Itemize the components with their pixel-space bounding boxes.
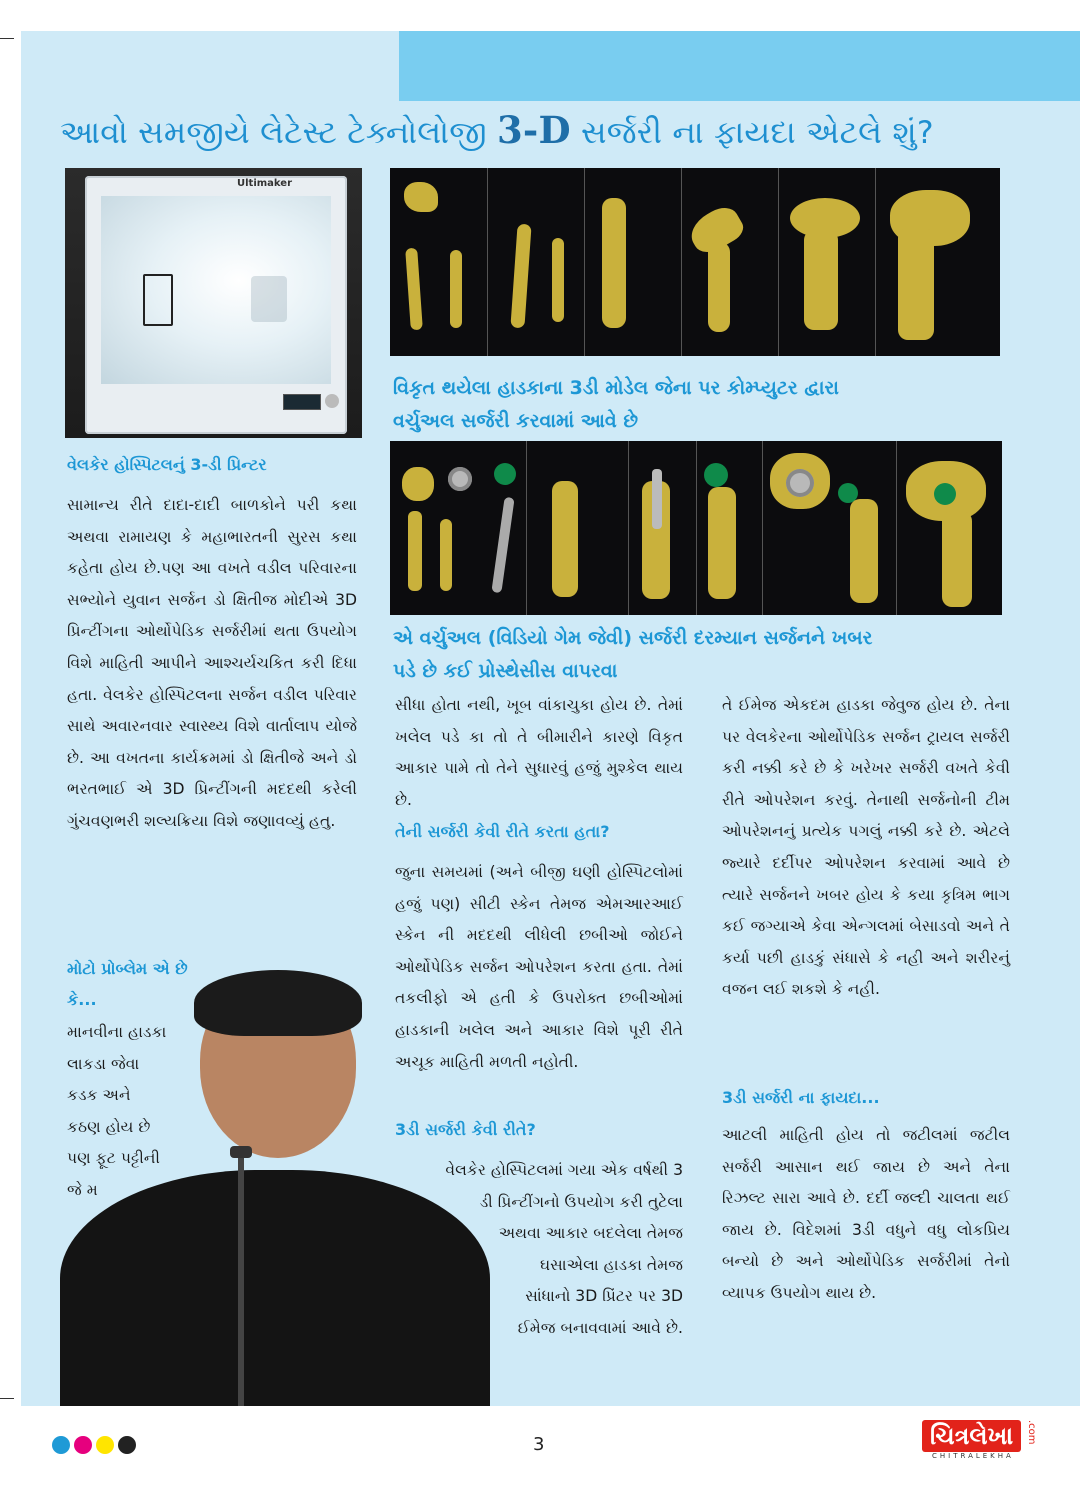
crop-mark (0, 1398, 14, 1399)
bone-model (942, 511, 972, 607)
surgeon-hair (194, 970, 362, 1036)
printer-frame (85, 176, 347, 434)
crop-mark (0, 38, 14, 39)
prosthesis-cup (448, 467, 472, 491)
printer-knob (325, 394, 339, 408)
prosthesis-stem (491, 497, 514, 593)
print-color-dots (52, 1436, 140, 1458)
bone-model (404, 182, 438, 212)
prosthesis-head (704, 463, 728, 487)
bone-model (850, 499, 878, 603)
prosthesis-cup (786, 469, 814, 497)
prosthesis-stem (652, 469, 662, 529)
color-dot-yellow (96, 1436, 114, 1454)
bone-models-photo (390, 168, 1000, 356)
column1-intro: સામાન્ય રીતે દાદા-દાદી બાળકોને પરી કથા અથવા રામાયણ કે મહાભારતની સુરસ કથા કહેતા હોય છે.પણ આ વખતે વડીલ પરિવારના સભ્યોને યુવાન સર્જન ડો ક્ષિતીજ મોદીએ 3D પ્રિન્ટીંગના ઓર્થોપેડિક સર્જરીમાં થતા ઉપયોગ વિશે માહિતી આપીને આશ્ચર્યચકિત કરી દિધા હતા. વેલકેર હોસ્પિટલના સર્જન વડીલ પરિવાર સાથે અવારનવાર સ્વાસ્થ્ય વિશે વાર્તાલાપ યોજે છે. આ વખતના કાર્યક્રમમાં ડો ક્ષિતીજે અને ડો ભરતભાઈ એ 3D પ્રિન્ટીંગની મદદથી કરેલી ગુંચવણભરી શલ્યક્રિયા વિશે જણાવવ્યું હતુ. (67, 496, 357, 830)
color-dot-cyan (52, 1436, 70, 1454)
bone-model (804, 230, 838, 330)
virtual-surgery-photo (390, 441, 1002, 615)
printer-brand-label: Ultimaker (237, 178, 293, 189)
printer-caption: વેલકેર હોસ્પિટલનું 3-ડી પ્રિન્ટર (67, 455, 267, 474)
column2-para2: જુના સમયમાં (અને બીજી ઘણી હોસ્પિટલોમાં હજું પણ) સીટી સ્કેન તેમજ એમઆરઆઈ સ્કેન ની મદદથી લીધેલી છબીઓ જોઈને ઓર્થોપેડિક સર્જન ઓપરેશન કરતા હતા. તેમાં તકલીફો એ હતી કે ઉપરોક્ત છબીઓમાં હાડકાની ખલેલ અને આકાર વિશે પૂરી રીતે અચૂક માહિતી મળતી નહોતી. (395, 863, 683, 1071)
column3-para1: તે ઈમેજ એકદમ હાડકા જેવુજ હોય છે. તેના પર વેલકેરના ઓર્થોપેડિક સર્જન ટ્રાયલ સર્જરી કરી નક્કી કરે છે કે ખરેખર સર્જરી વખતે કેવી રીતે ઓપરેશન કરવું. તેનાથી સર્જનોની ટીમ ઓપરેશનનું પ્રત્યેક પગલું નક્કી કરે છે. એટલે જ્યારે દર્દીપર ઓપરેશન કરવામાં આવે છે ત્યારે સર્જનને ખબર હોય કે કયા કૃત્રિમ ભાગ કઈ જગ્યાએ કેવા એન્ગલમાં બેસાડવો અને તે કર્યા પછી હાડકું સંધાસે કે નહી અને શરીરનું વજન લઈ શકશે કે નહી. (722, 696, 1010, 999)
color-dot-magenta (74, 1436, 92, 1454)
header-accent-band (399, 31, 1080, 101)
chitralekha-logo[interactable] (922, 1420, 1037, 1460)
bone-model (510, 224, 531, 329)
virtual-surgery-caption: એ વર્ચુઅલ (વિડિયો ગેમ જેવી) સર્જરી દરમ્યાન સર્જનને ખબર પડે છે કઈ પ્રોસ્થેસીસ વાપરવા (393, 627, 873, 682)
logo-subtext: CHITRALEKHA (932, 1452, 1014, 1460)
bone-model (450, 250, 462, 328)
bone-model (708, 487, 736, 599)
column3-para2: આટલી માહિતી હોય તો જટીલમાં જટીલ સર્જરી આસાન થઈ જાય છે અને તેના રિઝલ્ટ સારા આવે છે. દર્દી જલ્દી ચાલતા થઈ જાય છે. વિદેશમાં 3ડી વધુને વધુ લોકપ્રિય બન્યો છે અને ઓર્થોપેડિક સર્જરીમાં તેનો વ્યાપક ઉપયોગ થાય છે. (722, 1126, 1010, 1302)
printer-display (283, 394, 321, 410)
column3-heading: 3ડી સર્જરી ના ફાયદા... (722, 1088, 880, 1107)
logo-dotcom: .com (1026, 1420, 1038, 1445)
bone-model (552, 481, 578, 597)
column2-para1: સીધા હોતા નથી, ખૂબ વાંકાચુકા હોય છે. તેમાં ખલેલ પડે કા તો તે બીમારીને કારણે વિકૃત આકાર પામે તો તેને સુધારવું હજું મુશ્કેલ થાય છે. (395, 696, 683, 809)
logo-wordmark: ચિત્રલેખા (922, 1420, 1021, 1452)
microphone-icon (238, 1152, 244, 1406)
bone-model (552, 238, 564, 322)
column1-problem-text: માનવીના હાડકા લાકડા જેવા કડક અને કઠણ હોય છે પણ ફૂટ પટ્ટીની જે મ (67, 1023, 167, 1199)
bone-model (602, 198, 626, 328)
column2-heading2: 3ડી સર્જરી કેવી રીતે? (395, 1120, 536, 1139)
printer-photo (65, 168, 362, 438)
bone-model (402, 467, 434, 501)
bone-model (440, 519, 452, 591)
bone-model (408, 511, 422, 591)
bone-model (708, 242, 730, 332)
printer-build-chamber (101, 196, 331, 384)
printed-object (251, 276, 287, 322)
column2-para3: વેલકેર હોસ્પિટલમાં ગયા એક વર્ષથી 3 ડી પ્રિન્ટીંગનો ઉપયોગ કરી તુટેલા અથવા આકાર બદલેલા તેમજ ઘસાએલા હાડકા તેમજ સાંધાનો 3D પ્રિંટર પર 3D ઈમેજ બનાવવામાં આવે છે. (445, 1161, 683, 1337)
prosthesis-head (934, 483, 956, 505)
column2-heading1: તેની સર્જરી કેવી રીતે કરતા હતા? (395, 822, 610, 841)
bone-models-caption: વિકૃત થયેલા હાડકાના 3ડી મોડેલ જેના પર કોમ્પ્યુટર દ્વારા વર્ચુઅલ સર્જરી કરવામાં આવે છે (393, 377, 839, 432)
color-dot-black (118, 1436, 136, 1454)
bone-model (405, 248, 423, 331)
bone-model (898, 228, 934, 340)
robot-figure-icon (143, 274, 173, 326)
article-title: આવો સમજીયે લેટેસ્ટ ટેક્નોલોજી 3-D સર્જરી ના ફાયદા એટલે શું? (60, 108, 934, 152)
column1-problem-heading: મોટો પ્રોબ્લેમ એ છે કે... (67, 959, 188, 1009)
page-number: 3 (533, 1434, 545, 1455)
prosthesis-head (494, 463, 516, 485)
